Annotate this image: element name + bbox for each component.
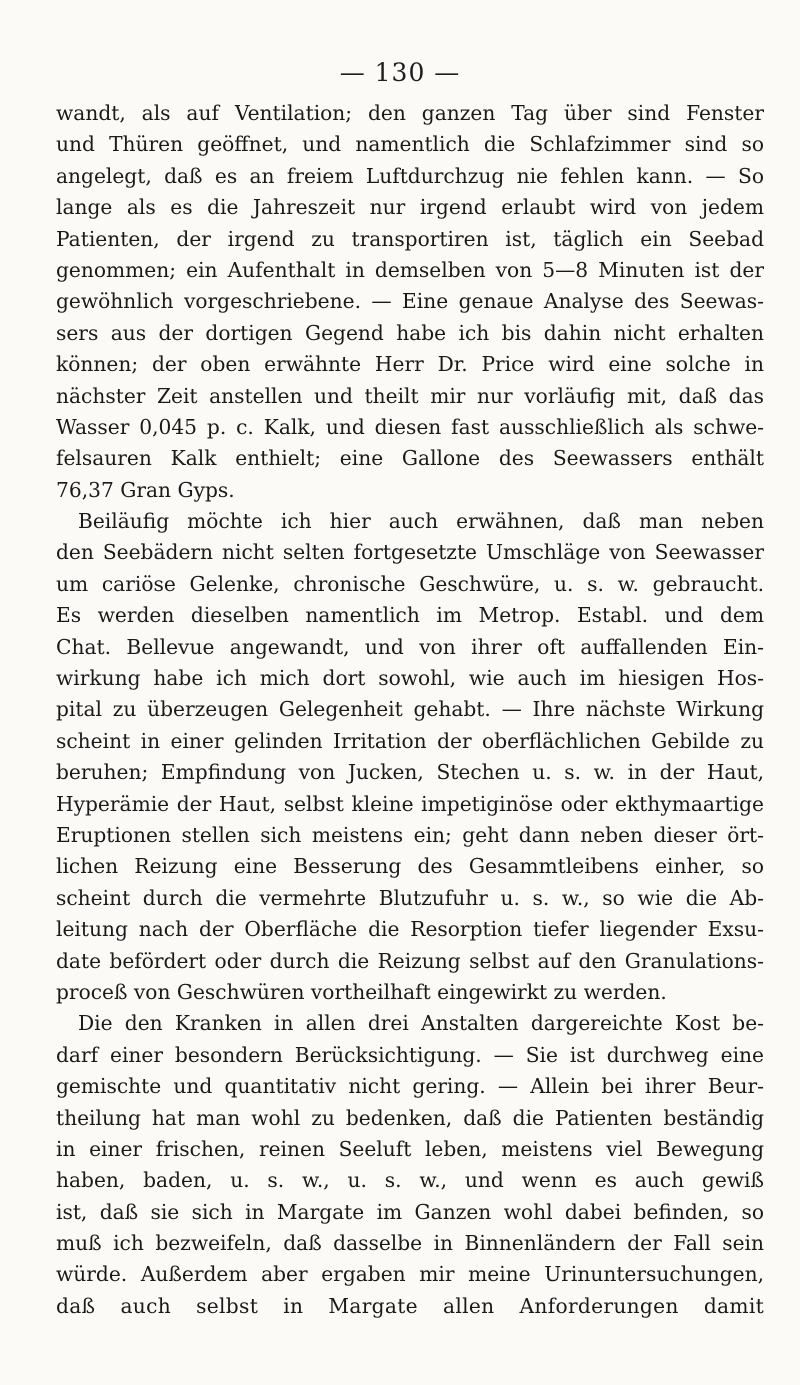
text-line: genommen; ein Aufenthalt in demselben von 5—8 Minuten ist der [56, 257, 764, 282]
text-line: gemischte und quantitativ nicht gering. — Allein bei ihrer Beur- [56, 1074, 764, 1099]
text-line: Die den Kranken in allen drei Anstalten dargereichte Kost be- [78, 1011, 764, 1036]
text-line: ist, daß sie sich in Margate im Ganzen wohl dabei befinden, so [56, 1199, 764, 1224]
text-line: Eruptionen stellen sich meistens ein; geht dann neben dieser ört- [56, 822, 764, 847]
text-line: nächster Zeit anstellen und theilt mir nur vorläufig mit, daß das [56, 383, 764, 408]
text-line: Wasser 0,045 p. c. Kalk, und diesen fast ausschließlich als schwe- [56, 414, 764, 439]
text-line: würde. Außerdem aber ergaben mir meine Urinuntersuchungen, [56, 1262, 764, 1287]
text-line: date befördert oder durch die Reizung selbst auf den Granulations- [56, 948, 764, 973]
text-line: scheint in einer gelinden Irritation der oberflächlichen Gebilde zu [56, 728, 764, 753]
text-line: beruhen; Empfindung von Jucken, Stechen u. s. w. in der Haut, [56, 760, 764, 785]
text-line: pital zu überzeugen Gelegenheit gehabt. — Ihre nächste Wirkung [56, 697, 764, 722]
text-line: leitung nach der Oberfläche die Resorption tiefer liegender Exsu- [56, 917, 764, 942]
text-line: Chat. Bellevue angewandt, und von ihrer oft auffallenden Ein- [56, 634, 764, 659]
text-line: daß auch selbst in Margate allen Anforderungen damit [56, 1293, 764, 1318]
body-text [56, 98, 764, 1322]
text-line: proceß von Geschwüren vortheilhaft eingewirkt zu werden. [56, 979, 667, 1004]
text-line: Beiläufig möchte ich hier auch erwähnen, daß man neben [78, 509, 764, 534]
text-line: felsauren Kalk enthielt; eine Gallone des Seewassers enthält [56, 446, 764, 471]
text-line: Patienten, der irgend zu transportiren ist, täglich ein Seebad [56, 226, 764, 251]
text-line: den Seebädern nicht selten fortgesetzte Umschläge von Seewasser [56, 540, 764, 565]
text-line: gewöhnlich vorgeschriebene. — Eine genaue Analyse des Seewas- [56, 289, 764, 314]
text-line: muß ich bezweifeln, daß dasselbe in Binnenländern der Fall sein [56, 1231, 764, 1256]
text-line: 76,37 Gran Gyps. [56, 477, 235, 502]
text-line: darf einer besondern Berücksichtigung. — Sie ist durchweg eine [56, 1042, 764, 1067]
text-line: lange als es die Jahreszeit nur irgend erlaubt wird von jedem [56, 195, 764, 220]
text-line: in einer frischen, reinen Seeluft leben, meistens viel Bewegung [56, 1136, 764, 1161]
text-line: angelegt, daß es an freiem Luftdurchzug nie fehlen kann. — So [56, 163, 764, 188]
page-number: — 130 — [339, 58, 461, 87]
text-line: haben, baden, u. s. w., u. s. w., und wenn es auch gewiß [56, 1168, 764, 1193]
text-line: scheint durch die vermehrte Blutzufuhr u. s. w., so wie die Ab- [56, 885, 764, 910]
text-line: lichen Reizung eine Besserung des Gesammtleibens einher, so [56, 854, 764, 879]
text-line: sers aus der dortigen Gegend habe ich bis dahin nicht erhalten [56, 320, 764, 345]
text-line: wandt, als auf Ventilation; den ganzen Tag über sind Fenster [56, 101, 764, 125]
text-line: Es werden dieselben namentlich im Metrop. Establ. und dem [56, 603, 764, 628]
text-line: theilung hat man wohl zu bedenken, daß die Patienten beständig [56, 1105, 764, 1130]
text-line: Hyperämie der Haut, selbst kleine impetiginöse oder ekthymaartige [56, 791, 764, 816]
text-line: um cariöse Gelenke, chronische Geschwüre, u. s. w. gebraucht. [56, 571, 764, 596]
text-line: wirkung habe ich mich dort sowohl, wie auch im hiesigen Hos- [56, 666, 764, 691]
text-line: und Thüren geöffnet, und namentlich die Schlafzimmer sind so [56, 132, 764, 157]
text-line: können; der oben erwähnte Herr Dr. Price wird eine solche in [56, 352, 764, 377]
